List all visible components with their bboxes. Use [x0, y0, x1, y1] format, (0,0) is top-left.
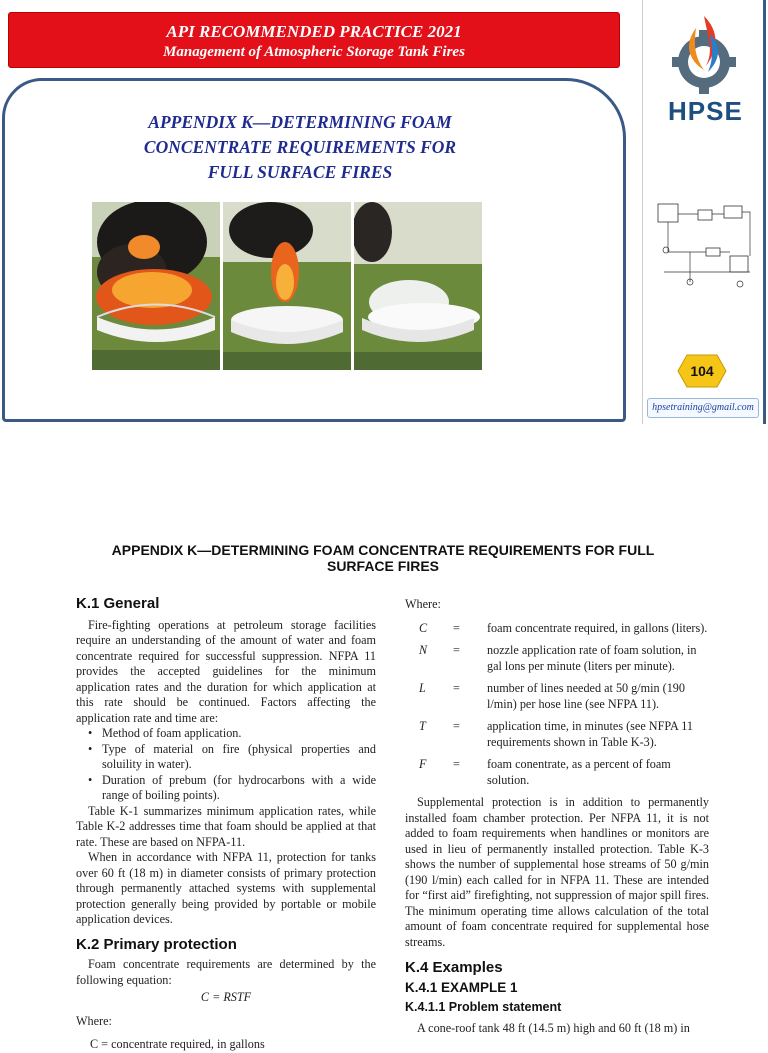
foam-equation: C = RSTF: [200, 990, 252, 1004]
document-title-line-1: APPENDIX K—DETERMINING FOAM CONCENTRATE REQUIREMENTS FOR FULL: [111, 542, 655, 558]
equals-sign: =: [453, 681, 460, 695]
variable-definition: [405, 643, 709, 674]
c-definition-partial: C = concentrate required, in gallons: [90, 1037, 265, 1051]
variable-definition: [405, 681, 709, 712]
left-column: [76, 596, 376, 1053]
slide-title-line-2: CONCENTRATE REQUIREMENTS FOR: [143, 137, 457, 157]
where-label: Where:: [76, 1013, 112, 1028]
hpse-logo-text: HPSE: [668, 96, 743, 126]
equals-sign: =: [453, 620, 460, 635]
fire-photo-strip: [92, 202, 482, 370]
k1-paragraph-2: Table K-1 summarizes minimum application rates, while Table K-2 addresses time that foam should be applied at that rate. These are based on NFPA-11.: [76, 803, 376, 849]
banner-line-2: Management of Atmospheric Storage Tank Fires: [163, 44, 465, 60]
variable-description: number of lines needed at 50 g/min (190 l/min) per hose line (see NFPA 11).: [487, 681, 685, 711]
tank-fire-photo-3: [354, 202, 482, 370]
equals-sign: =: [453, 757, 460, 771]
variable-symbol: T: [419, 719, 426, 733]
bullet-item: • Method of foam application.: [76, 726, 376, 742]
k2-paragraph-1: Foam concentrate requirements are determined by the following equation:: [76, 957, 376, 987]
bullet-item: • Type of material on fire (physical properties and soluility in water).: [76, 742, 376, 773]
banner-line-1: API RECOMMENDED PRACTICE 2021: [166, 22, 462, 41]
right-column: [405, 597, 709, 1036]
slide-title: [0, 110, 600, 185]
section-k2-heading: K.2 Primary protection: [76, 935, 237, 953]
variable-definition: [405, 757, 709, 788]
slide-title-line-1: APPENDIX K—DETERMINING FOAM: [148, 112, 452, 132]
variable-symbol: C: [419, 620, 428, 635]
variable-description: foam concentrate required, in gallons (liters).: [487, 620, 708, 635]
equals-sign: =: [453, 719, 460, 733]
page-number: 104: [690, 363, 714, 379]
k1-paragraph-1: Fire-fighting operations at petroleum storage facilities require an understanding of the amount of water and foam concentrate required for successful suppression. NFPA 11 provides the accepted guidelines for the minimum application rates and the duration for which application at this rate should be continued. Factors affecting the application rate and time are:: [76, 617, 376, 725]
equals-sign: =: [453, 643, 460, 657]
foam-system-diagram-icon: [650, 192, 758, 296]
supplemental-paragraph: Supplemental protection is in addition to permanently installed foam chamber protection. Per NFPA 11, it is not added to foam requirements when handlines or monitors are used in lieu of permanently installed protection. Table K-3 shows the number of supplemental hose streams of 50 g/min (190 l/min) each called for in NFPA 11. These are intended for “first aid” firefighting, not suppression of major spill fires. The minimum operating time allows calculation of the total amount of foam concentrate required for supplemental hose streams.: [405, 795, 709, 949]
variable-symbol: F: [419, 757, 427, 771]
variable-symbol: L: [419, 681, 426, 695]
section-k1-heading: K.1 General: [76, 595, 160, 612]
variable-definition: [405, 719, 709, 750]
section-k41-heading: K.4.1 EXAMPLE 1: [405, 979, 518, 995]
k411-paragraph-1: A cone-roof tank 48 ft (14.5 m) high and 60 ft (18 m) in: [417, 1020, 690, 1035]
variable-definition: [405, 621, 709, 637]
k1-paragraph-3: When in accordance with NFPA 11, protection for tanks over 60 ft (18 m) in diameter consists of primary protection through permanently attached systems with supplemental protection generally being provided by portable or mobile application devices.: [76, 850, 376, 926]
slide-title-line-3: FULL SURFACE FIRES: [207, 162, 393, 182]
title-banner: [8, 12, 620, 68]
variable-description: application time, in minutes (see NFPA 11 requirements shown in Table K-3).: [487, 719, 693, 749]
section-k411-heading: K.4.1.1 Problem statement: [405, 1000, 562, 1014]
tank-fire-photo-2: [223, 202, 351, 370]
where-label: Where:: [405, 597, 441, 611]
variable-description: foam conentrate, as a percent of foam solution.: [487, 757, 671, 787]
tank-fire-photo-1: [92, 202, 220, 370]
variable-symbol: N: [419, 643, 428, 657]
section-k4-heading: K.4 Examples: [405, 959, 503, 976]
contact-email[interactable]: hpsetraining@gmail.com: [647, 398, 759, 418]
document-title-line-2: SURFACE FIRES: [326, 558, 439, 574]
bullet-item: • Duration of prebum (for hydrocarbons with a wide range of boiling points).: [76, 773, 376, 804]
document-title: [60, 542, 706, 574]
hpse-logo-icon: [664, 10, 744, 94]
variable-description: nozzle application rate of foam solution, in gal lons per minute (liters per minute).: [487, 643, 697, 673]
